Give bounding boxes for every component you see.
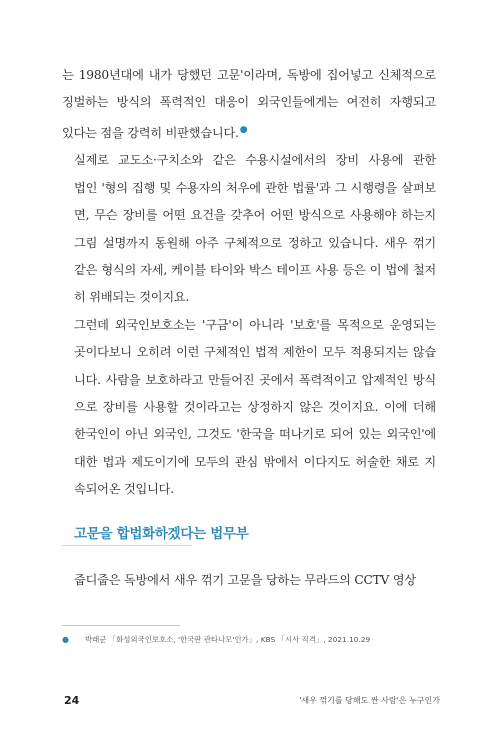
page-number: 24	[64, 694, 80, 707]
body-text	[62, 62, 436, 504]
text-line: 그런데 외국인보호소는 '구금'이 아니라 '보호'를 목적으로 운영되는	[74, 317, 436, 332]
text-line: 대한 법과 제도이기에 모두의 관심 밖에서 이다지도 허술한 채로 지	[74, 454, 436, 469]
text-line: 니다. 사람을 보호하라고 만들어진 곳에서 폭력적이고 압제적인 방식	[74, 372, 436, 387]
text-line: 법인 '형의 집행 및 수용자의 처우에 관한 법률'과 그 시행령을 살펴보	[74, 180, 436, 195]
heading-divider	[62, 545, 192, 546]
text-line: 곳이다보니 오히려 이런 구체적인 법적 제한이 모두 적용되지는 않습	[74, 345, 436, 360]
text-line: 속되어온 것입니다.	[74, 482, 174, 497]
text-line: 면, 무슨 장비를 어떤 요건을 갖추어 어떤 방식으로 사용해야 하는지	[74, 208, 436, 223]
footnote-bullet-icon: ●	[62, 635, 69, 644]
section-heading: 고문을 합법화하겠다는 법무부	[74, 526, 249, 542]
paragraph-1	[62, 62, 436, 147]
text-line: 그림 설명까지 동원해 아주 구체적으로 정하고 있습니다. 새우 꺾기	[74, 235, 436, 250]
text-line: 으로 장비를 사용할 것이라고는 상정하지 않은 것이지요. 이에 더해	[74, 399, 436, 414]
paragraph-2	[62, 147, 436, 311]
footnote-text: 박래군 「화성외국인보호소, '한국판 관타나모'인가」, KBS 「시사 직격」, 2021.10.29	[84, 635, 371, 644]
footnote-marker[interactable]: ●	[239, 124, 248, 135]
paragraph-after-heading: 줍디줍은 독방에서 새우 꺾기 고문을 당하는 무라드의 CCTV 영상	[74, 573, 416, 587]
text-line: 징벌하는 방식의 폭력적인 대응이 외국인들에게는 여전히 자행되고	[62, 95, 436, 110]
text-line: 같은 형식의 자세, 케이블 타이와 박스 테이프 사용 등은 이 법에 철저	[74, 262, 436, 277]
text-line: 는 1980년대에 내가 당했던 고문'이라며, 독방에 집어넣고 신체적으로	[62, 68, 436, 82]
footnote-divider	[62, 625, 180, 626]
running-title: '새우 꺾기를 당해도 싼 사람'은 누구인가	[299, 696, 440, 705]
footnote	[62, 634, 442, 645]
text-line	[62, 117, 436, 147]
text-line: 실제로 교도소·구치소와 같은 수용시설에서의 장비 사용에 관한	[74, 153, 436, 168]
paragraph-3	[62, 312, 436, 504]
text-line-content: 있다는 점을 강력히 비판했습니다.	[62, 125, 239, 140]
text-line: 히 위배되는 것이지요.	[74, 290, 190, 305]
text-line: 한국인이 아닌 외국인, 그것도 '한국을 떠나기로 되어 있는 외국인'에	[74, 427, 436, 442]
